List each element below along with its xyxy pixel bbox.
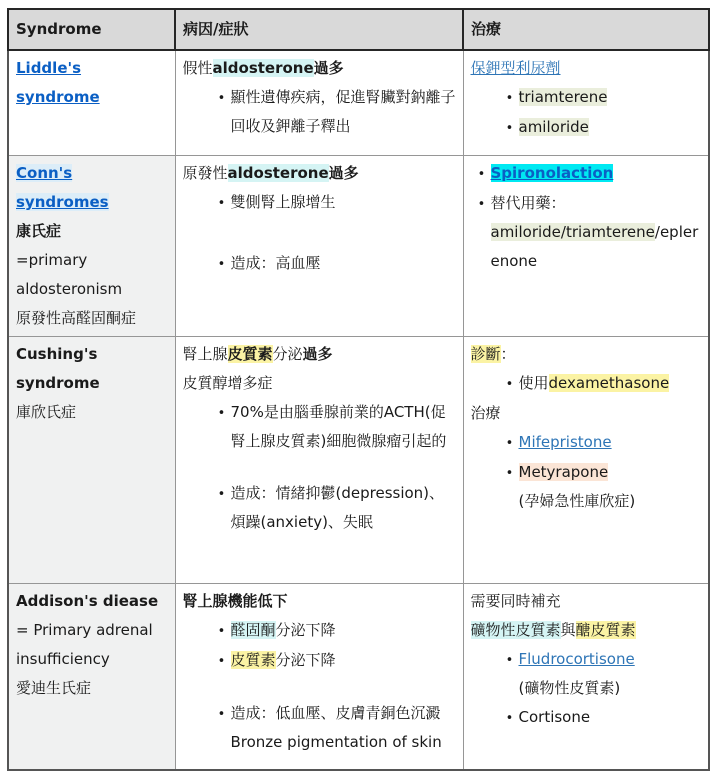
addison-treatment-line2 (471, 616, 702, 645)
addison-cause-bullet-1 (183, 616, 456, 646)
diagnosis-highlight: 診斷 (470, 345, 501, 363)
bullet-text (519, 428, 702, 457)
syndrome-table (7, 8, 710, 771)
conn-alias: 康氏症 (16, 222, 62, 240)
bullet-icon (213, 188, 231, 218)
cushing-treatment-bullet-1 (471, 369, 702, 399)
bullet-text: Cortisone (518, 708, 591, 726)
cortisol-highlight: 皮質素 (230, 651, 276, 669)
liddle-cause-title (183, 54, 456, 83)
bullet-icon (501, 369, 519, 399)
cushing-treatment-bullet-2 (471, 428, 702, 458)
cause-title-highlight: aldosterone (212, 59, 314, 77)
use-prefix: 使用 (518, 374, 549, 392)
cell-cushing-cause (175, 337, 463, 584)
cause-title-suffix: 過多 (313, 59, 344, 77)
bullet-icon (501, 83, 519, 113)
cause-title-highlight: 皮質素 (227, 345, 273, 363)
drug-metyrapone-line (519, 458, 702, 487)
row-liddle (8, 50, 709, 156)
bullet-icon (213, 699, 231, 729)
bullet-text: 雙側腎上腺增生 (230, 193, 336, 211)
bullet-icon (213, 479, 231, 509)
bullet-text (231, 646, 456, 675)
cell-cushing-treatment (463, 337, 709, 584)
spironolaction-link[interactable]: Spironolaction (490, 164, 614, 182)
mifepristone-link[interactable]: Mifepristone (518, 433, 612, 451)
bullet-text (519, 113, 702, 142)
table-header-row (8, 9, 709, 50)
bullet-text (231, 699, 456, 757)
bullet-text: 顯性遺傳疾病，促進腎臟對鈉離子回收及鉀離子釋出 (230, 88, 456, 135)
bullet-text (519, 458, 702, 516)
row-conn (8, 156, 709, 337)
addison-subtitle-2: 愛迪生氏症 (16, 679, 92, 697)
conn-cause-bullet-1 (183, 188, 456, 218)
cause-title-prefix: 原發性 (182, 164, 228, 182)
cause-line-zh: 造成：低血壓、皮膚青銅色沉澱 (230, 704, 441, 722)
potassium-sparing-diuretic-link[interactable]: 保鉀型利尿劑 (470, 59, 561, 77)
conn-subtitle-2: 原發性高醛固酮症 (16, 309, 137, 327)
bullet-rest: 分泌下降 (275, 621, 336, 639)
addison-cause-title: 腎上腺機能低下 (182, 592, 288, 610)
conn-treatment-bullet-1 (471, 159, 702, 189)
cause-title-part4: 過多 (302, 345, 333, 363)
cause-title-part1: 腎上腺 (182, 345, 228, 363)
cushing-cause-bullet-2 (183, 479, 456, 537)
bullet-icon (213, 646, 231, 676)
liddle-syndrome-link[interactable]: Liddle's syndrome (16, 59, 100, 106)
alternative-drug-names (491, 218, 702, 276)
and-text: 與 (560, 621, 576, 639)
cell-liddle-name (8, 50, 175, 156)
bullet-icon (501, 645, 519, 675)
cell-addison-treatment (463, 584, 709, 771)
header-syndrome: Syndrome (8, 9, 175, 50)
liddle-treatment-bullet-2 (471, 113, 702, 143)
cushing-cause-title (183, 340, 456, 369)
drug-dexamethasone: dexamethasone (548, 374, 670, 392)
bullet-icon (213, 616, 231, 646)
bullet-icon (213, 249, 231, 279)
liddle-treatment-title (471, 54, 702, 83)
addison-treatment-bullet-2 (471, 703, 702, 733)
cushing-treatment-bullet-3 (471, 458, 702, 516)
conn-cause-title (183, 159, 456, 188)
drug-triamterene: triamterene (518, 88, 608, 106)
bullet-icon (213, 398, 231, 428)
cushing-name: Cushing's syndrome (16, 345, 100, 392)
addison-subtitle-1: = Primary adrenal insufficiency (16, 621, 153, 668)
cause-title-suffix: 過多 (328, 164, 359, 182)
addison-cause-bullet-2 (183, 646, 456, 676)
bullet-text (491, 159, 702, 188)
cell-liddle-treatment (463, 50, 709, 156)
addison-name: Addison's diease (16, 592, 159, 610)
cell-conn-cause (175, 156, 463, 337)
bullet-text (519, 369, 702, 398)
addison-treatment-bullet-1 (471, 645, 702, 703)
alternative-drug-label: 替代用藥： (490, 194, 566, 212)
header-treatment: 治療 (463, 9, 709, 50)
cell-addison-cause (175, 584, 463, 771)
conn-syndromes-link[interactable]: Conn's syndromes (16, 164, 109, 211)
metyrapone-note: (孕婦急性庫欣症) (518, 492, 636, 510)
bullet-icon (473, 159, 491, 189)
drug-metyrapone: Metyrapone (518, 463, 609, 481)
cell-addison-name (8, 584, 175, 771)
liddle-treatment-bullet-1 (471, 83, 702, 113)
bullet-icon (501, 113, 519, 143)
cushing-alias: 庫欣氏症 (16, 403, 77, 421)
treatment-label: 治療 (470, 404, 501, 422)
drug-names-highlight: amiloride/triamterene (490, 223, 655, 241)
bullet-text: 造成：高血壓 (230, 254, 321, 272)
conn-link-line (16, 159, 168, 217)
bullet-text (491, 189, 702, 276)
row-cushing (8, 337, 709, 584)
fludrocortisone-link[interactable]: Fludrocortisone (518, 650, 635, 668)
conn-cause-bullet-2 (183, 249, 456, 279)
cell-cushing-name (8, 337, 175, 584)
bullet-text (519, 645, 702, 703)
bullet-icon (473, 189, 491, 219)
fludrocortisone-note: (礦物性皮質素) (518, 679, 621, 697)
cushing-cause-bullet-1 (183, 398, 456, 456)
addison-treatment-line1: 需要同時補充 (470, 592, 561, 610)
diagnosis-label (471, 340, 702, 369)
bullet-rest: 分泌下降 (275, 651, 336, 669)
cause-title-highlight: aldosterone (227, 164, 329, 182)
bullet-icon (501, 428, 519, 458)
bullet-text (231, 616, 456, 645)
cell-conn-name (8, 156, 175, 337)
cause-line-en: Bronze pigmentation of skin (230, 733, 442, 751)
cell-conn-treatment (463, 156, 709, 337)
addison-cause-bullet-3 (183, 699, 456, 757)
drug-amiloride: amiloride (518, 118, 589, 136)
conn-treatment-bullet-2 (471, 189, 702, 276)
mineralocorticoid-highlight: 礦物性皮質素 (470, 621, 561, 639)
bullet-text (519, 83, 702, 112)
cause-title-part3: 分泌 (272, 345, 303, 363)
glucocorticoid-highlight: 醣皮質素 (575, 621, 636, 639)
bullet-icon (501, 458, 519, 488)
cause-title-prefix: 假性 (182, 59, 213, 77)
cell-liddle-cause (175, 50, 463, 156)
aldosterone-highlight: 醛固酮 (230, 621, 276, 639)
row-addison (8, 584, 709, 771)
cushing-cause-line2: 皮質醇增多症 (182, 374, 273, 392)
diagnosis-colon: ： (500, 345, 516, 363)
liddle-cause-bullet-1 (183, 83, 456, 141)
bullet-icon (213, 83, 231, 113)
bullet-text: 70%是由腦垂腺前業的ACTH(促腎上腺皮質素)細胞微腺瘤引起的 (230, 403, 447, 450)
bullet-text: 造成：情緒抑鬱(depression)、煩躁(anxiety)、失眠 (230, 484, 445, 531)
conn-subtitle-1: =primary aldosteronism (16, 251, 123, 298)
header-cause-symptoms: 病因/症狀 (175, 9, 463, 50)
fludrocortisone-line (519, 645, 702, 674)
bullet-icon (501, 703, 519, 733)
drug-names-rest: /eplerenone (490, 223, 699, 270)
